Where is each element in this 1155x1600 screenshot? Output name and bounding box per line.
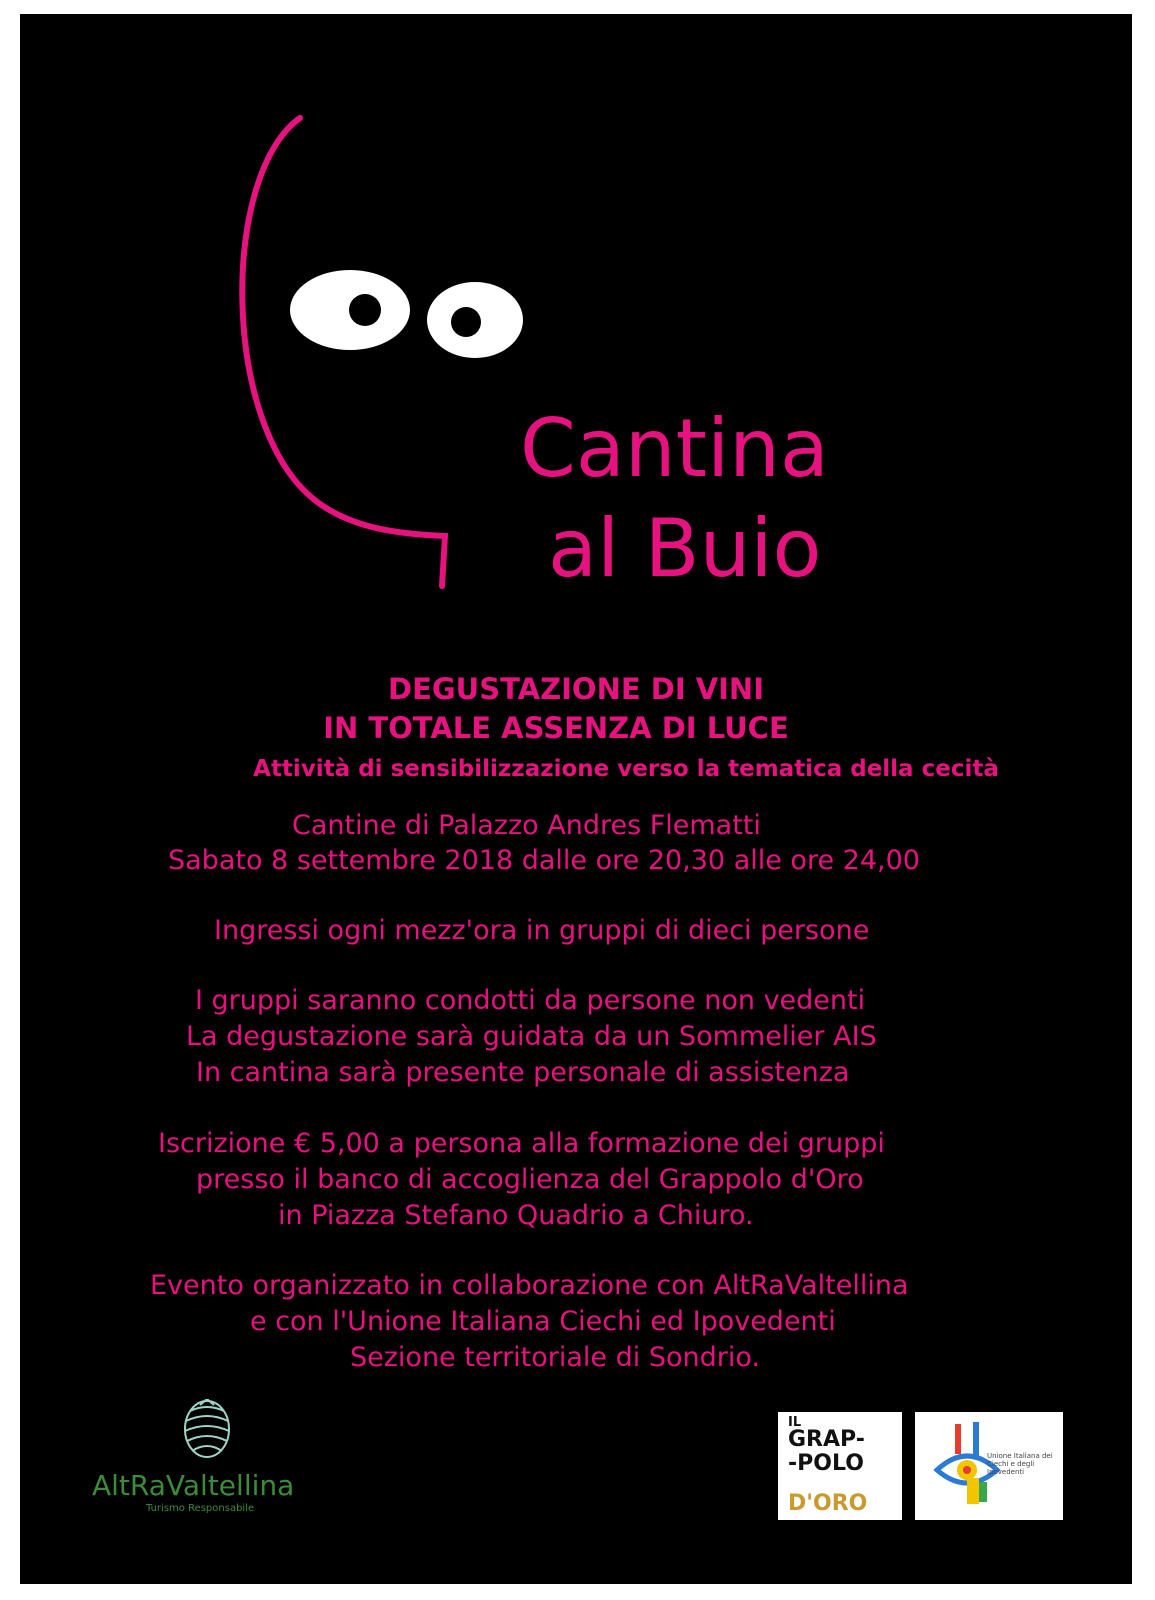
left-eye xyxy=(290,270,410,350)
headline-line-2: IN TOTALE ASSENZA DI LUCE xyxy=(323,711,789,745)
event-title xyxy=(520,399,829,599)
grappolo-logo-line-3: -POLO xyxy=(788,1451,864,1476)
grappolo-logo-line-1: IL xyxy=(788,1415,802,1430)
grappolo-logo-line-4: D'ORO xyxy=(788,1491,868,1516)
organizer-line-1: Evento organizzato in collaborazione con AltRaValtellina xyxy=(150,1270,909,1301)
face-outline-curve xyxy=(242,118,445,586)
poster xyxy=(20,14,1132,1584)
title-line-2: al Buio xyxy=(548,502,822,595)
organizer-line-3: Sezione territoriale di Sondrio. xyxy=(350,1342,760,1373)
info-line-1: I gruppi saranno condotti da persone non vedenti xyxy=(195,985,866,1016)
venue-text: Cantine di Palazzo Andres Flematti xyxy=(292,810,761,841)
title-line-1: Cantina xyxy=(520,402,829,495)
altra-logo-tagline: Turismo Responsabile xyxy=(146,1503,255,1514)
registration-line-2: presso il banco di accoglienza del Grappolo d'Oro xyxy=(196,1164,864,1195)
info-line-3: In cantina sarà presente personale di assistenza xyxy=(196,1057,850,1088)
datetime-text: Sabato 8 settembre 2018 dalle ore 20,30 alle ore 24,00 xyxy=(168,845,920,876)
registration-line-3: in Piazza Stefano Quadrio a Chiuro. xyxy=(278,1200,754,1231)
headline-subtitle: Attività di sensibilizzazione verso la tematica della cecità xyxy=(253,756,999,782)
info-line-2: La degustazione sarà guidata da un Sommelier AIS xyxy=(186,1021,877,1052)
altra-logo-name: AltRaValtellina xyxy=(92,1469,295,1502)
right-eye xyxy=(427,282,523,358)
entries-text: Ingressi ogni mezz'ora in gruppi di dieci persone xyxy=(214,915,870,946)
grappolo-logo-line-2: GRAP- xyxy=(788,1427,865,1452)
uici-logo xyxy=(915,1412,1063,1520)
organizer-line-2: e con l'Unione Italiana Ciechi ed Ipovedenti xyxy=(250,1306,836,1337)
uici-logo-text: Unione Italiana dei Ciechi e degli Ipovedenti xyxy=(987,1452,1053,1476)
registration-line-1: Iscrizione € 5,00 a persona alla formazione dei gruppi xyxy=(158,1128,885,1159)
grappolo-doro-logo xyxy=(778,1412,902,1520)
headline-line-1: DEGUSTAZIONE DI VINI xyxy=(388,672,764,706)
